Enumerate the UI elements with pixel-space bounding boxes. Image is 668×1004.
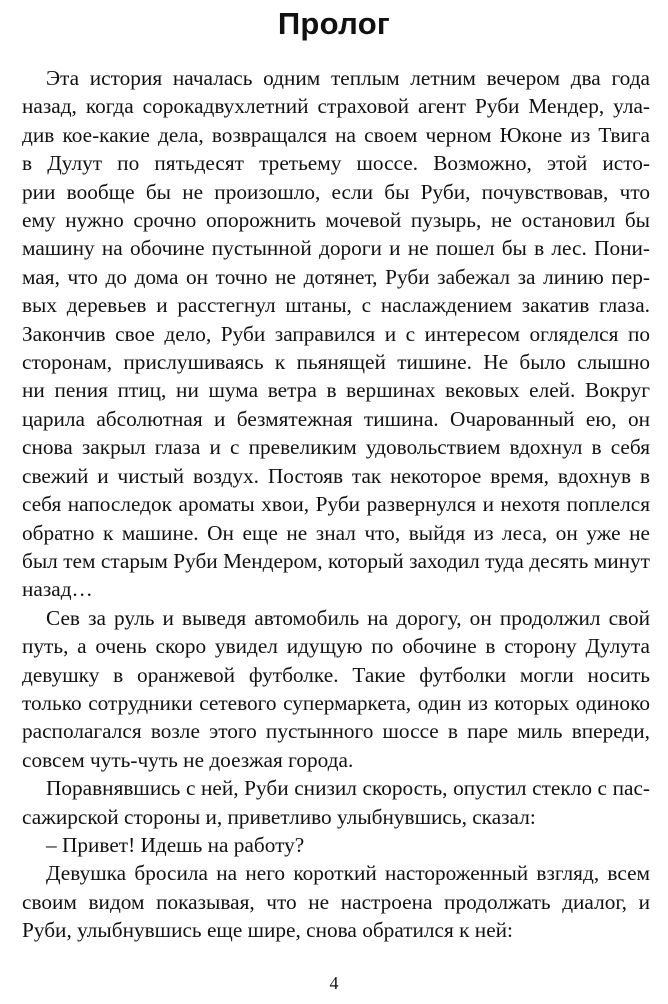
text-line: только сотрудники сетевого супермаркета, один из которых одиноко [22, 690, 650, 715]
text-line: ему нужно срочно опорожнить мочевой пузырь, не остановил бы [22, 208, 650, 233]
text-line: назад… [22, 577, 93, 602]
text-line: Закончив свое дело, Руби заправился и с интересом огляделся по [22, 321, 650, 346]
text-line: – Привет! Идешь на работу? [46, 832, 305, 857]
text-line: Руби, улыбнувшись еще шире, снова обратился к ней: [22, 918, 513, 943]
page-number: 4 [329, 973, 339, 993]
text-line: назад, когда сорокадвухлетний страховой агент Руби Мендер, ула- [22, 94, 650, 119]
text-line: располагался возле этого пустынного шоссе в паре миль впереди, [22, 719, 650, 744]
paragraph [22, 64, 650, 604]
text-line: Девушка бросила на него короткий настороженный взгляд, всем [46, 861, 650, 886]
text-line: в Дулут по пятьдесят третьему шоссе. Возможно, этой исто- [22, 151, 650, 176]
text-line: рии вообще бы не произошло, если бы Руби, почувствовав, что [22, 179, 650, 204]
text-line: своим видом показывая, что не настроена продолжать диалог, и [22, 889, 650, 914]
text-line: вых деревьев и расстегнул штаны, с наслаждением закатив глаза. [22, 293, 650, 318]
text-line: машину на обочине пустынной дороги и не пошел бы в лес. Пони- [22, 236, 650, 261]
text-line: царила абсолютная и безмятежная тишина. Очарованный ею, он [22, 406, 650, 431]
paragraph [22, 774, 650, 831]
text-line: свежий и чистый воздух. Постояв так некоторое время, вдохнув в [22, 463, 650, 488]
text-line: Сев за руль и выведя автомобиль на дорогу, он продолжил свой [46, 605, 650, 630]
text-line: Эта история началась одним теплым летним вечером два года [46, 66, 650, 90]
text-line: себя напоследок ароматы хвои, Руби развернулся и нехотя поплелся [22, 492, 650, 517]
text-line: див кое-какие дела, возвращался на своем черном Юконе из Твига [22, 122, 650, 147]
text-line: снова закрыл глаза и с превеликим удовольствием вдохнул в себя [22, 435, 650, 460]
chapter-title: Пролог [277, 6, 391, 41]
text-line: путь, а очень скоро увидел идущую по обочине в сторону Дулута [22, 634, 650, 659]
text-line: девушку в оранжевой футболке. Такие футболки могли носить [22, 662, 650, 687]
text-line: совсем чуть-чуть не доезжая города. [22, 747, 354, 772]
chapter-body [22, 64, 650, 945]
text-line: сторонам, прислушиваясь к пьянящей тишине. Не было слышно [22, 350, 650, 375]
text-line: сажирской стороны и, приветливо улыбнувшись, сказал: [22, 804, 536, 829]
dialogue-line [22, 831, 650, 859]
paragraph [22, 859, 650, 944]
text-line: обратно к машине. Он еще не знал что, выйдя из леса, он уже не [22, 520, 650, 545]
text-line: мая, что до дома он точно не дотянет, Руби забежал за линию пер- [22, 264, 650, 289]
text-line: был тем старым Руби Мендером, который заходил туда десять минут [22, 548, 650, 573]
text-line: Поравнявшись с ней, Руби снизил скорость, опустил стекло с пас- [46, 776, 650, 801]
text-line: ни пения птиц, ни шума ветра в вершинах вековых елей. Вокруг [22, 378, 650, 403]
paragraph [22, 604, 650, 774]
